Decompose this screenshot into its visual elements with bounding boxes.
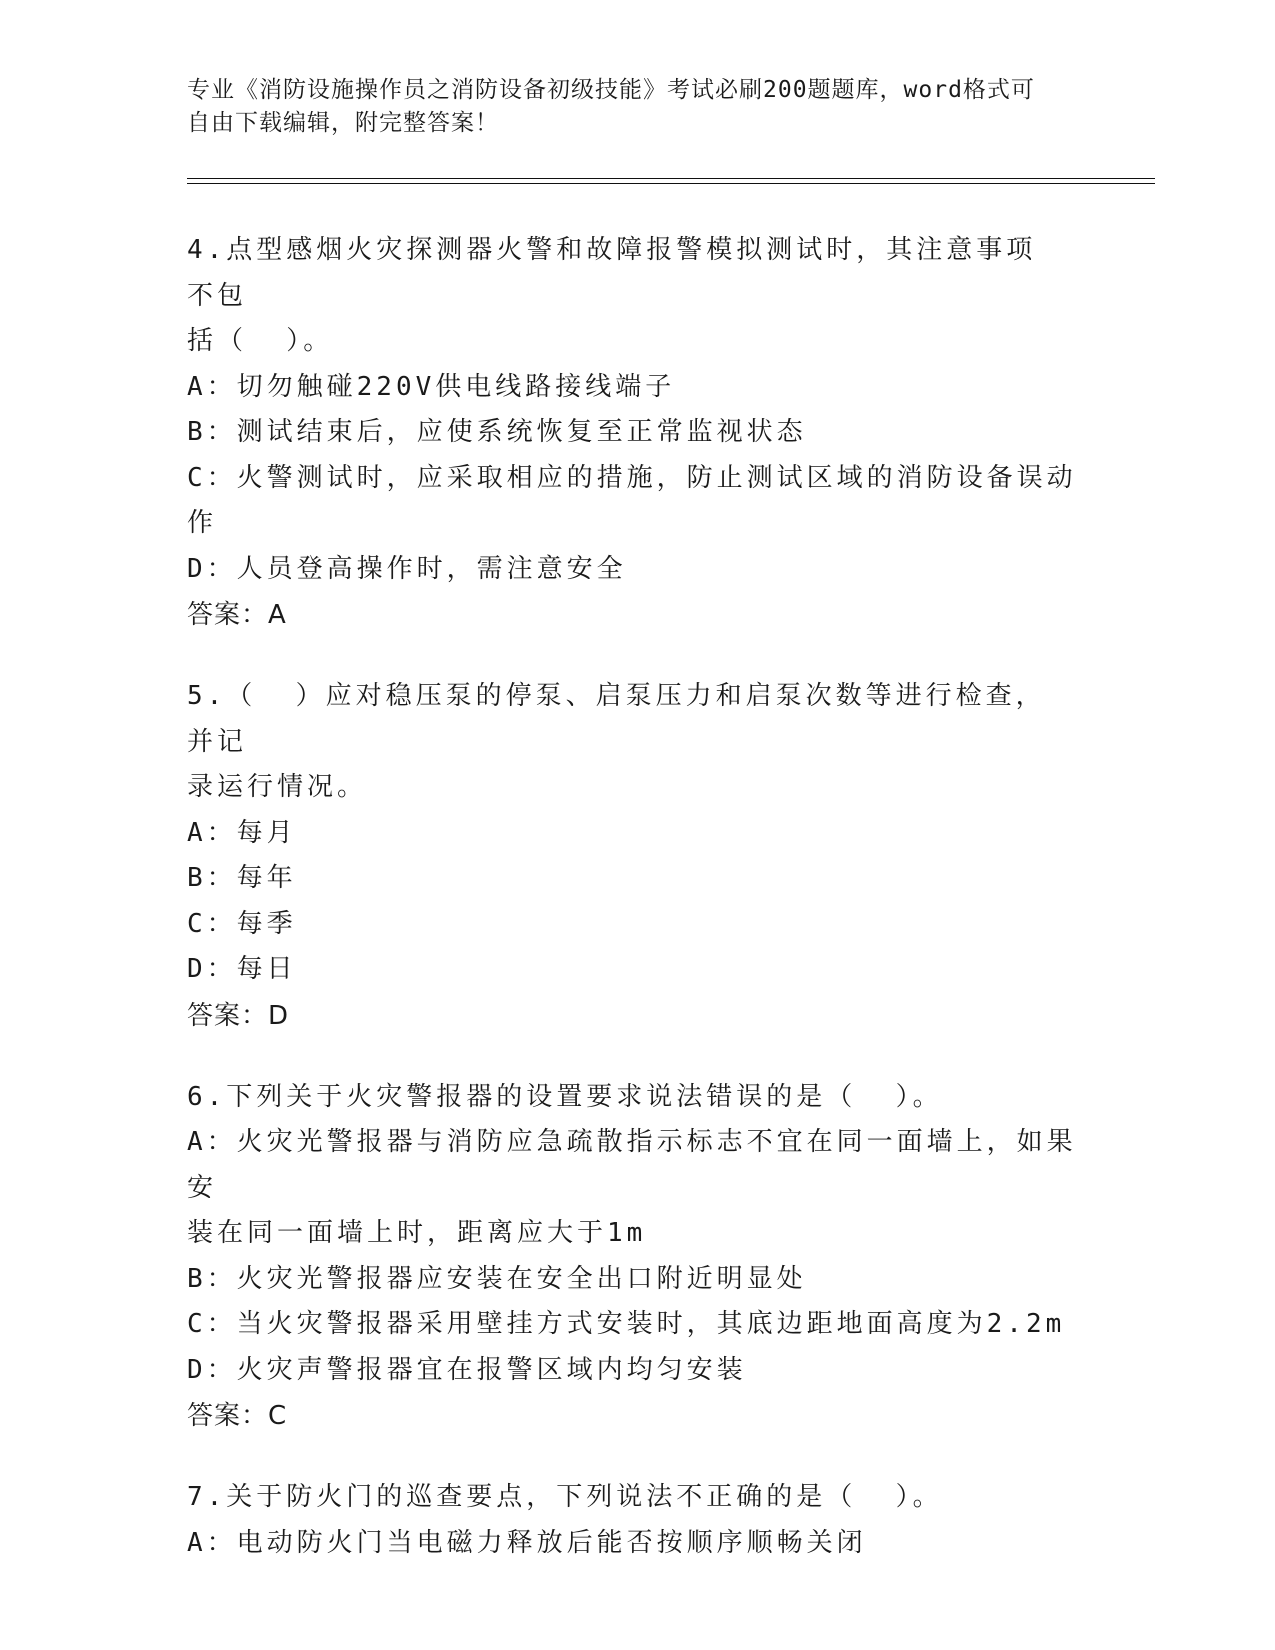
- option-b: B：每年: [187, 863, 297, 893]
- option-c: C：当火灾警报器采用壁挂方式安装时，其底边距地面高度为2.2m: [187, 1309, 1066, 1339]
- option-a: A：火灾光警报器与消防应急疏散指示标志不宜在同一面墙上，如果安: [187, 1127, 1077, 1203]
- question-stem: 6.下列关于火灾警报器的设置要求说法错误的是（ ）。: [187, 1081, 943, 1112]
- question-5: [187, 674, 1087, 1039]
- document-page: [187, 0, 1147, 1650]
- answer-label: 答案：A: [187, 600, 287, 630]
- option-a: A：切勿触碰220V供电线路接线端子: [187, 371, 676, 402]
- header-line-1: 专业《消防设施操作员之消防设备初级技能》考试必刷200题题库，word格式可: [187, 77, 1035, 103]
- question-list: [187, 228, 1087, 1602]
- option-b: B：火灾光警报器应安装在安全出口附近明显处: [187, 1263, 807, 1294]
- option-d: D：每日: [187, 954, 297, 984]
- answer-label: 答案：C: [187, 1401, 288, 1431]
- option-a: A：电动防火门当电磁力释放后能否按顺序顺畅关闭: [187, 1527, 867, 1558]
- question-6: [187, 1075, 1087, 1440]
- option-c: C：每季: [187, 908, 297, 939]
- option-a-continued: 装在同一面墙上时，距离应大于1m: [187, 1218, 647, 1248]
- option-a: A：每月: [187, 817, 297, 848]
- question-stem: 4.点型感烟火灾探测器火警和故障报警模拟测试时，其注意事项不包: [187, 235, 1037, 311]
- question-stem: 5.（ ）应对稳压泵的停泵、启泵压力和启泵次数等进行检查，并记: [187, 681, 1046, 757]
- option-d: D：火灾声警报器宜在报警区域内均匀安装: [187, 1354, 747, 1385]
- question-4: [187, 228, 1087, 638]
- header-divider: [187, 178, 1155, 184]
- option-c: C：火警测试时，应采取相应的措施，防止测试区域的消防设备误动作: [187, 462, 1077, 538]
- question-7: [187, 1475, 1087, 1566]
- question-stem: 7.关于防火门的巡查要点，下列说法不正确的是（ ）。: [187, 1482, 943, 1512]
- question-stem: 括（ ）。: [187, 326, 334, 356]
- answer-label: 答案：D: [187, 1000, 290, 1031]
- document-header: [187, 74, 1067, 140]
- option-d: D：人员登高操作时，需注意安全: [187, 553, 627, 584]
- question-stem: 录运行情况。: [187, 772, 368, 802]
- header-line-2: 自由下载编辑，附完整答案！: [187, 110, 499, 136]
- option-b: B：测试结束后，应使系统恢复至正常监视状态: [187, 417, 807, 447]
